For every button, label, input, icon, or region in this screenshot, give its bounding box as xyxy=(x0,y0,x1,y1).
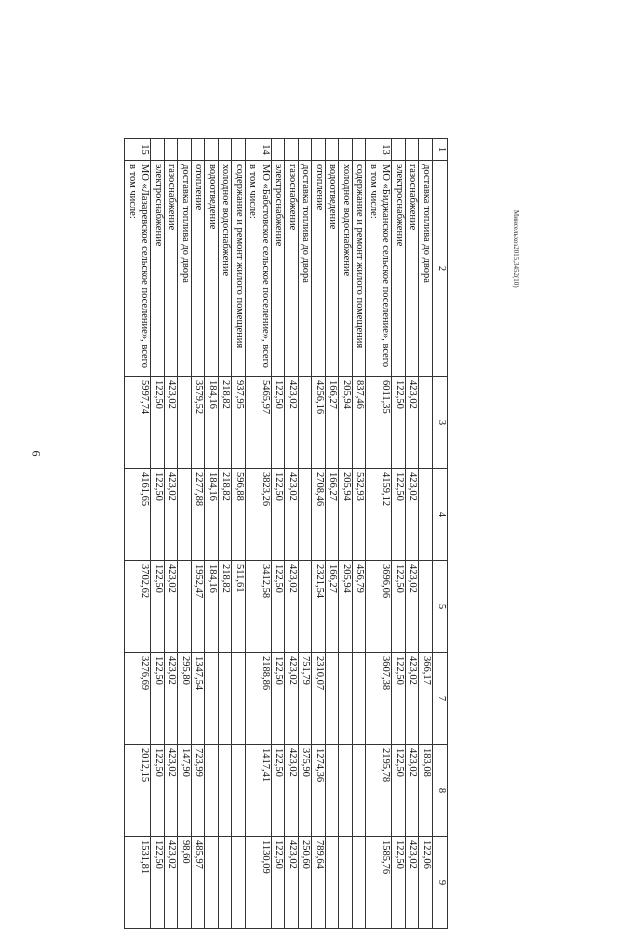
value-cell xyxy=(205,653,219,745)
row-number-cell xyxy=(312,139,326,161)
value-cell: 789,64 xyxy=(312,837,326,929)
value-cell xyxy=(326,653,340,745)
value-cell: 2321,54 xyxy=(312,561,326,653)
row-label-cell: электроснабжение xyxy=(151,161,165,377)
value-cell: 2310,07 xyxy=(312,653,326,745)
column-header: 4 xyxy=(433,469,448,561)
row-number-cell: 13 xyxy=(366,139,392,161)
row-number-cell xyxy=(232,139,246,161)
row-number-cell xyxy=(419,139,433,161)
value-cell: 218,82 xyxy=(219,561,233,653)
row-label-cell: холодное водоснабжение xyxy=(219,161,233,377)
row-label-cell: электроснабжение xyxy=(392,161,406,377)
value-cell xyxy=(339,653,353,745)
value-cell: 423,02 xyxy=(406,469,420,561)
value-cell xyxy=(299,469,313,561)
value-cell: 122,50 xyxy=(392,653,406,745)
value-cell: 122,50 xyxy=(272,561,286,653)
value-cell: 122,50 xyxy=(151,837,165,929)
value-cell xyxy=(353,745,367,837)
value-cell: 166,27 xyxy=(326,469,340,561)
value-cell: 723,99 xyxy=(192,745,206,837)
value-cell: 423,02 xyxy=(285,745,299,837)
value-cell: 218,82 xyxy=(219,377,233,469)
value-cell xyxy=(299,377,313,469)
value-cell: 122,50 xyxy=(272,377,286,469)
value-cell: 2708,46 xyxy=(312,469,326,561)
row-number-cell xyxy=(406,139,420,161)
value-cell: 122,50 xyxy=(392,561,406,653)
value-cell: 3412,58 xyxy=(246,561,272,653)
value-cell xyxy=(326,837,340,929)
value-cell: 1274,36 xyxy=(312,745,326,837)
value-cell: 5997,74 xyxy=(125,377,151,469)
table-row xyxy=(392,139,406,929)
value-cell: 183,08 xyxy=(419,745,433,837)
value-cell: 3276,69 xyxy=(125,653,151,745)
table-row xyxy=(366,139,392,929)
table-row xyxy=(232,139,246,929)
value-cell: 205,94 xyxy=(339,377,353,469)
value-cell xyxy=(232,745,246,837)
row-number-cell xyxy=(285,139,299,161)
value-cell xyxy=(178,377,192,469)
value-cell: 184,16 xyxy=(205,377,219,469)
value-cell: 751,79 xyxy=(299,653,313,745)
value-cell: 122,50 xyxy=(392,377,406,469)
value-cell xyxy=(299,561,313,653)
table-row xyxy=(326,139,340,929)
value-cell xyxy=(419,469,433,561)
value-cell: 1531,81 xyxy=(125,837,151,929)
column-header: 7 xyxy=(433,653,448,745)
row-label-cell: доставка топлива до двора xyxy=(299,161,313,377)
value-cell: 1347,54 xyxy=(192,653,206,745)
value-cell: 218,82 xyxy=(219,469,233,561)
value-cell: 122,50 xyxy=(272,745,286,837)
row-label-cell: доставка топлива до двора xyxy=(178,161,192,377)
value-cell xyxy=(419,561,433,653)
row-label-cell: водоотведение xyxy=(326,161,340,377)
value-cell: 166,27 xyxy=(326,377,340,469)
table-row xyxy=(125,139,151,929)
value-cell: 3579,52 xyxy=(192,377,206,469)
value-cell: 5465,97 xyxy=(246,377,272,469)
row-number-cell xyxy=(339,139,353,161)
value-cell xyxy=(205,745,219,837)
table-row xyxy=(151,139,165,929)
row-label-cell: содержание и ремонт жилого помещения xyxy=(232,161,246,377)
row-number-cell xyxy=(219,139,233,161)
value-cell: 295,80 xyxy=(178,653,192,745)
value-cell: 3823,26 xyxy=(246,469,272,561)
value-cell: 184,16 xyxy=(205,469,219,561)
value-cell: 2012,15 xyxy=(125,745,151,837)
value-cell: 423,02 xyxy=(406,837,420,929)
table-row xyxy=(285,139,299,929)
value-cell xyxy=(232,837,246,929)
value-cell: 423,02 xyxy=(406,377,420,469)
value-cell: 423,02 xyxy=(165,469,179,561)
row-label-cell: отопление xyxy=(312,161,326,377)
value-cell: 205,94 xyxy=(339,469,353,561)
table-row xyxy=(165,139,179,929)
value-cell: 2195,78 xyxy=(366,745,392,837)
value-cell: 1130,09 xyxy=(246,837,272,929)
value-cell: 205,94 xyxy=(339,561,353,653)
value-cell: 1585,76 xyxy=(366,837,392,929)
row-number-cell: 14 xyxy=(246,139,272,161)
table-row xyxy=(219,139,233,929)
row-label-cell: доставка топлива до двора xyxy=(419,161,433,377)
value-cell: 1952,47 xyxy=(192,561,206,653)
value-cell: 122,50 xyxy=(392,837,406,929)
column-header: 2 xyxy=(433,161,448,377)
value-cell xyxy=(232,653,246,745)
value-cell xyxy=(219,653,233,745)
row-label-cell: отопление xyxy=(192,161,206,377)
row-label-cell: электроснабжение xyxy=(272,161,286,377)
value-cell: 532,93 xyxy=(353,469,367,561)
value-cell: 122,50 xyxy=(151,561,165,653)
value-cell: 2188,86 xyxy=(246,653,272,745)
value-cell xyxy=(339,837,353,929)
table-row xyxy=(178,139,192,929)
table-row xyxy=(312,139,326,929)
row-label-cell: газоснабжение xyxy=(285,161,299,377)
value-cell: 122,50 xyxy=(151,377,165,469)
value-cell: 375,90 xyxy=(299,745,313,837)
row-number-cell xyxy=(353,139,367,161)
value-cell xyxy=(419,377,433,469)
value-cell: 2277,88 xyxy=(192,469,206,561)
row-label-cell: содержание и ремонт жилого помещения xyxy=(353,161,367,377)
value-cell xyxy=(353,653,367,745)
value-cell: 423,02 xyxy=(165,745,179,837)
value-cell: 596,88 xyxy=(232,469,246,561)
value-cell xyxy=(219,745,233,837)
value-cell: 147,90 xyxy=(178,745,192,837)
value-cell: 122,50 xyxy=(392,469,406,561)
rotated-table-container xyxy=(28,138,448,928)
table-row xyxy=(339,139,353,929)
tariff-table xyxy=(125,138,449,929)
value-cell: 485,97 xyxy=(192,837,206,929)
table-row xyxy=(205,139,219,929)
value-cell xyxy=(339,745,353,837)
row-label-cell: газоснабжение xyxy=(165,161,179,377)
value-cell: 366,17 xyxy=(419,653,433,745)
row-label-cell: МО «Бабстовское сельское поселение», всего в том числе: xyxy=(246,161,272,377)
row-label-cell: водоотведение xyxy=(205,161,219,377)
value-cell: 511,61 xyxy=(232,561,246,653)
value-cell: 122,50 xyxy=(151,653,165,745)
value-cell xyxy=(219,837,233,929)
value-cell: 423,02 xyxy=(406,745,420,837)
row-number-cell xyxy=(151,139,165,161)
value-cell xyxy=(353,837,367,929)
table-row xyxy=(299,139,313,929)
row-label-cell: холодное водоснабжение xyxy=(339,161,353,377)
table-row xyxy=(192,139,206,929)
column-header: 9 xyxy=(433,837,448,929)
value-cell: 122,50 xyxy=(392,745,406,837)
value-cell: 423,02 xyxy=(285,377,299,469)
value-cell: 122,50 xyxy=(151,469,165,561)
value-cell: 184,16 xyxy=(205,561,219,653)
table-row xyxy=(353,139,367,929)
value-cell: 423,02 xyxy=(285,837,299,929)
row-number-cell xyxy=(299,139,313,161)
table-row xyxy=(246,139,272,929)
row-number-cell: 15 xyxy=(125,139,151,161)
value-cell: 4161,65 xyxy=(125,469,151,561)
value-cell: 937,95 xyxy=(232,377,246,469)
document-stamp: Минсельхоз2015,3452(10) xyxy=(512,210,520,288)
value-cell: 4256,16 xyxy=(312,377,326,469)
value-cell: 3696,06 xyxy=(366,561,392,653)
value-cell: 423,02 xyxy=(165,561,179,653)
column-header: 3 xyxy=(433,377,448,469)
value-cell: 423,02 xyxy=(285,561,299,653)
value-cell: 456,79 xyxy=(353,561,367,653)
value-cell: 250,60 xyxy=(299,837,313,929)
row-number-cell xyxy=(205,139,219,161)
value-cell: 122,50 xyxy=(272,837,286,929)
table-body xyxy=(125,139,448,929)
value-cell: 122,06 xyxy=(419,837,433,929)
value-cell: 423,02 xyxy=(165,653,179,745)
row-number-cell xyxy=(272,139,286,161)
table-row xyxy=(406,139,420,929)
value-cell: 166,27 xyxy=(326,561,340,653)
column-header: 8 xyxy=(433,745,448,837)
value-cell: 423,02 xyxy=(165,377,179,469)
value-cell: 122,50 xyxy=(272,469,286,561)
value-cell: 423,02 xyxy=(165,837,179,929)
value-cell: 6011,35 xyxy=(366,377,392,469)
value-cell xyxy=(178,469,192,561)
table-row xyxy=(272,139,286,929)
value-cell: 122,50 xyxy=(151,745,165,837)
row-label-cell: МО «Лазаревское сельское поселение», всего в том числе: xyxy=(125,161,151,377)
row-label-cell: МО «Биджанское сельское поселение», всего в том числе: xyxy=(366,161,392,377)
table-row xyxy=(419,139,433,929)
row-number-cell xyxy=(178,139,192,161)
page-number: 6 xyxy=(29,450,44,457)
value-cell: 423,02 xyxy=(285,653,299,745)
row-number-cell xyxy=(326,139,340,161)
row-number-cell xyxy=(192,139,206,161)
value-cell: 98,60 xyxy=(178,837,192,929)
value-cell: 423,02 xyxy=(285,469,299,561)
value-cell: 837,46 xyxy=(353,377,367,469)
row-number-cell xyxy=(165,139,179,161)
column-header: 1 xyxy=(433,139,448,161)
value-cell: 1417,41 xyxy=(246,745,272,837)
column-header: 5 xyxy=(433,561,448,653)
value-cell: 122,50 xyxy=(272,653,286,745)
value-cell: 4159,12 xyxy=(366,469,392,561)
value-cell: 423,02 xyxy=(406,561,420,653)
row-number-cell xyxy=(392,139,406,161)
value-cell xyxy=(326,745,340,837)
value-cell: 423,02 xyxy=(406,653,420,745)
header-row xyxy=(433,139,448,929)
value-cell xyxy=(205,837,219,929)
value-cell: 3702,62 xyxy=(125,561,151,653)
row-label-cell: газоснабжение xyxy=(406,161,420,377)
value-cell: 3607,38 xyxy=(366,653,392,745)
value-cell xyxy=(178,561,192,653)
